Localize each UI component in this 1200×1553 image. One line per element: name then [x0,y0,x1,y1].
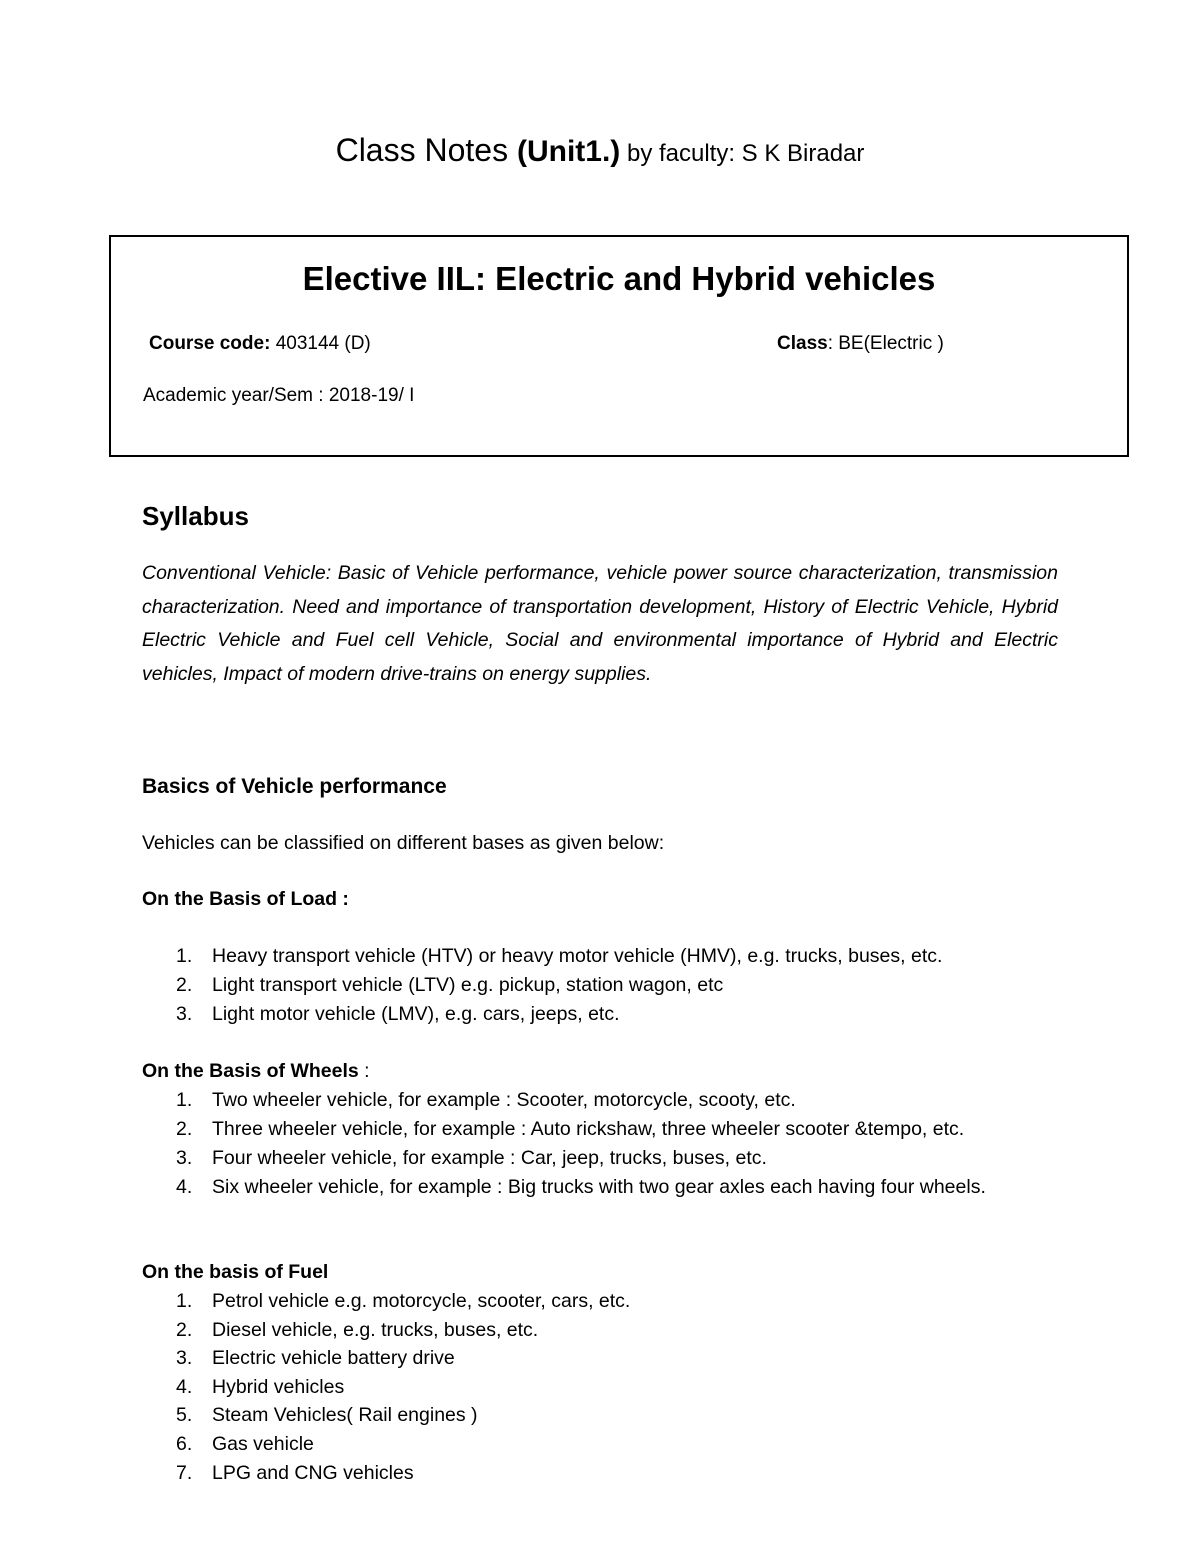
course-code-label: Course code: [149,333,271,354]
list-text: Heavy transport vehicle (HTV) or heavy motor vehicle (HMV), e.g. trucks, buses, etc. [212,945,943,967]
list-text: Electric vehicle battery drive [212,1347,455,1370]
list-item [142,1373,1062,1402]
list-item [142,1459,1062,1488]
class-label: Class [777,333,828,354]
list-item [142,1144,1062,1173]
list-number: 7. [176,1461,193,1484]
course-header-box [109,235,1129,457]
list-text: Hybrid vehicles [212,1375,345,1398]
list-item [142,1316,1062,1345]
academic-year: Academic year/Sem : 2018-19/ I [143,385,415,406]
classification-intro: Vehicles can be classified on different bases as given below: [142,832,665,854]
list-item [142,1430,1062,1459]
list-text: Petrol vehicle e.g. motorcycle, scooter, cars, etc. [212,1290,631,1312]
wheels-heading-text: On the Basis of Wheels [142,1060,359,1082]
list-text: Steam Vehicles( Rail engines ) [212,1404,478,1427]
list-number: 1. [176,1290,193,1312]
list-number: 4. [176,1375,193,1398]
list-item [142,1287,1062,1316]
class-info [777,331,944,357]
list-number: 3. [176,1003,193,1025]
list-number: 1. [176,1089,193,1111]
page-title-unit: (Unit1.) [516,135,621,168]
list-item [142,1401,1062,1430]
syllabus-heading: Syllabus [142,501,249,531]
section-heading-performance: Basics of Vehicle performance [142,775,447,798]
list-number: 2. [176,1318,193,1341]
wheels-heading [142,1057,370,1085]
list-text: Light motor vehicle (LMV), e.g. cars, jeeps, etc. [212,1003,620,1025]
list-number: 5. [176,1404,193,1427]
list-item [142,942,1062,971]
class-value: : BE(Electric ) [827,333,944,354]
page-title [0,128,1200,176]
course-code-value: 403144 (D) [270,333,371,354]
list-item [142,1086,1062,1115]
course-title: Elective IIL: Electric and Hybrid vehicles [302,260,936,297]
list-text: Four wheeler vehicle, for example : Car, jeep, trucks, buses, etc. [212,1147,767,1169]
list-text: Gas vehicle [212,1432,314,1455]
list-text: LPG and CNG vehicles [212,1461,414,1484]
list-text: Light transport vehicle (LTV) e.g. pickup, station wagon, etc [212,974,724,996]
fuel-list [142,1287,1062,1487]
page-title-main: Class Notes [335,132,517,168]
list-text: Two wheeler vehicle, for example : Scooter, motorcycle, scooty, etc. [212,1089,796,1111]
wheels-list [142,1086,1062,1202]
list-number: 1. [176,945,193,967]
list-number: 2. [176,974,193,996]
list-item [142,971,1062,1000]
course-code [149,331,371,357]
list-number: 4. [176,1176,193,1198]
list-item [142,1344,1062,1373]
list-text: Diesel vehicle, e.g. trucks, buses, etc. [212,1318,539,1341]
list-text: Three wheeler vehicle, for example : Auto rickshaw, three wheeler scooter &tempo, etc. [212,1118,965,1140]
list-item [142,1000,1062,1029]
fuel-heading: On the basis of Fuel [142,1261,329,1283]
list-number: 2. [176,1118,193,1140]
load-list [142,942,1062,1029]
page-title-faculty: by faculty: S K Biradar [620,140,865,167]
list-item [142,1173,1062,1202]
list-number: 3. [176,1347,193,1370]
list-number: 3. [176,1147,193,1169]
wheels-heading-suffix: : [358,1060,370,1082]
syllabus-text: Conventional Vehicle: Basic of Vehicle performance, vehicle power source characterization, transmission characterization. Need and importance of transportation development, History of Electric Vehicle, Hybrid Electric Vehicle and Fuel cell Vehicle, Social and environmental importance of Hybrid and Electric vehicles, Impact of modern drive-trains on energy supplies. [142,562,1058,685]
list-text: Six wheeler vehicle, for example : Big trucks with two gear axles each having four wheels. [212,1176,986,1198]
list-number: 6. [176,1432,193,1455]
list-item [142,1115,1062,1144]
load-heading: On the Basis of Load : [142,888,349,910]
